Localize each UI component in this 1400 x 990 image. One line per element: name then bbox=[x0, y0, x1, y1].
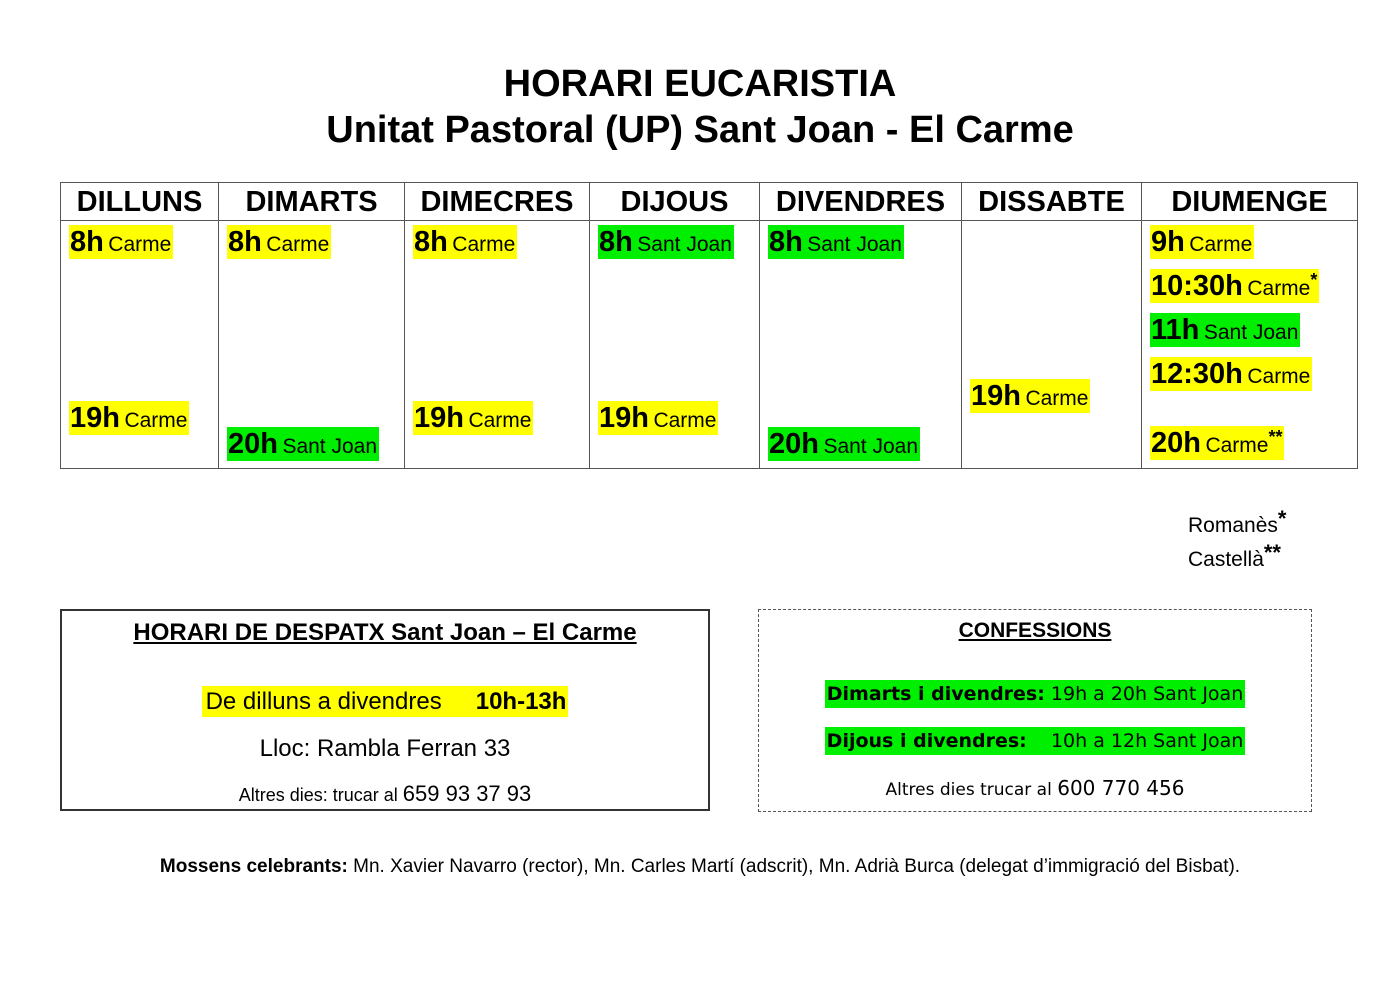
mass-slot: 20h Sant Joan bbox=[228, 428, 378, 460]
mass-slot: 19h Carme bbox=[599, 402, 717, 434]
office-hours-box bbox=[60, 609, 710, 811]
mass-slot: 8h Sant Joan bbox=[769, 226, 902, 258]
confession-line: Dijous i divendres: 10h a 12h Sant Joan bbox=[759, 730, 1311, 752]
day-header: DIMARTS bbox=[219, 183, 404, 221]
day-header: DIMECRES bbox=[405, 183, 589, 221]
office-address: Lloc: Rambla Ferran 33 bbox=[259, 735, 511, 762]
mass-slot: 8h Carme bbox=[414, 226, 516, 258]
confession-line: Dimarts i divendres: 19h a 20h Sant Joan bbox=[759, 683, 1311, 705]
mass-slot: 8h Sant Joan bbox=[599, 226, 732, 258]
legend-item-castella: Castellà** bbox=[1188, 540, 1281, 571]
day-column-dimarts bbox=[218, 183, 404, 468]
day-column-dijous bbox=[589, 183, 759, 468]
footnote-mark: ** bbox=[1268, 427, 1283, 447]
day-header: DISSABTE bbox=[962, 183, 1141, 221]
day-column-dissabte bbox=[961, 183, 1141, 468]
page-title: HORARI EUCARISTIA bbox=[503, 63, 897, 105]
page-subtitle: Unitat Pastoral (UP) Sant Joan - El Carme bbox=[326, 109, 1074, 151]
mass-slot: 19h Carme bbox=[414, 402, 532, 434]
confessions-title: CONFESSIONS bbox=[958, 619, 1112, 642]
confessions-box bbox=[758, 609, 1312, 812]
day-column-dilluns bbox=[61, 183, 218, 468]
mass-slot: 19h Carme bbox=[971, 380, 1089, 412]
office-title: HORARI DE DESPATX Sant Joan – El Carme bbox=[133, 619, 637, 646]
day-header: DILLUNS bbox=[61, 183, 218, 221]
legend-item-romanes: Romanès* bbox=[1188, 506, 1287, 537]
mass-schedule-table bbox=[60, 182, 1358, 469]
mass-slot: 12:30h Carme bbox=[1151, 358, 1311, 390]
mass-slot: 11h Sant Joan bbox=[1151, 314, 1299, 346]
priests-line: Mossens celebrants: Mn. Xavier Navarro (rector), Mn. Carles Martí (adscrit), Mn. Adrià Burca (delegat d’immigració del Bisbat). bbox=[159, 856, 1241, 877]
mass-slot: 9h Carme bbox=[1151, 226, 1253, 258]
day-header: DIUMENGE bbox=[1142, 183, 1357, 221]
mass-slot: 8h Carme bbox=[228, 226, 330, 258]
footnote-mark: * bbox=[1310, 270, 1318, 290]
day-column-dimecres bbox=[404, 183, 589, 468]
day-column-diumenge bbox=[1141, 183, 1357, 468]
day-column-divendres bbox=[759, 183, 961, 468]
office-hours: De dilluns a divendres 10h-13h bbox=[62, 688, 708, 716]
mass-slot: 10:30h Carme* bbox=[1151, 270, 1318, 302]
confessions-phone-line: Altres dies trucar al 600 770 456 bbox=[885, 776, 1185, 800]
mass-slot: 20h Carme** bbox=[1151, 427, 1283, 459]
mass-slot: 20h Sant Joan bbox=[769, 428, 919, 460]
day-header: DIJOUS bbox=[590, 183, 759, 221]
office-phone-line: Altres dies: trucar al 659 93 37 93 bbox=[238, 781, 532, 806]
day-header: DIVENDRES bbox=[760, 183, 961, 221]
mass-slot: 8h Carme bbox=[70, 226, 172, 258]
mass-slot: 19h Carme bbox=[70, 402, 188, 434]
